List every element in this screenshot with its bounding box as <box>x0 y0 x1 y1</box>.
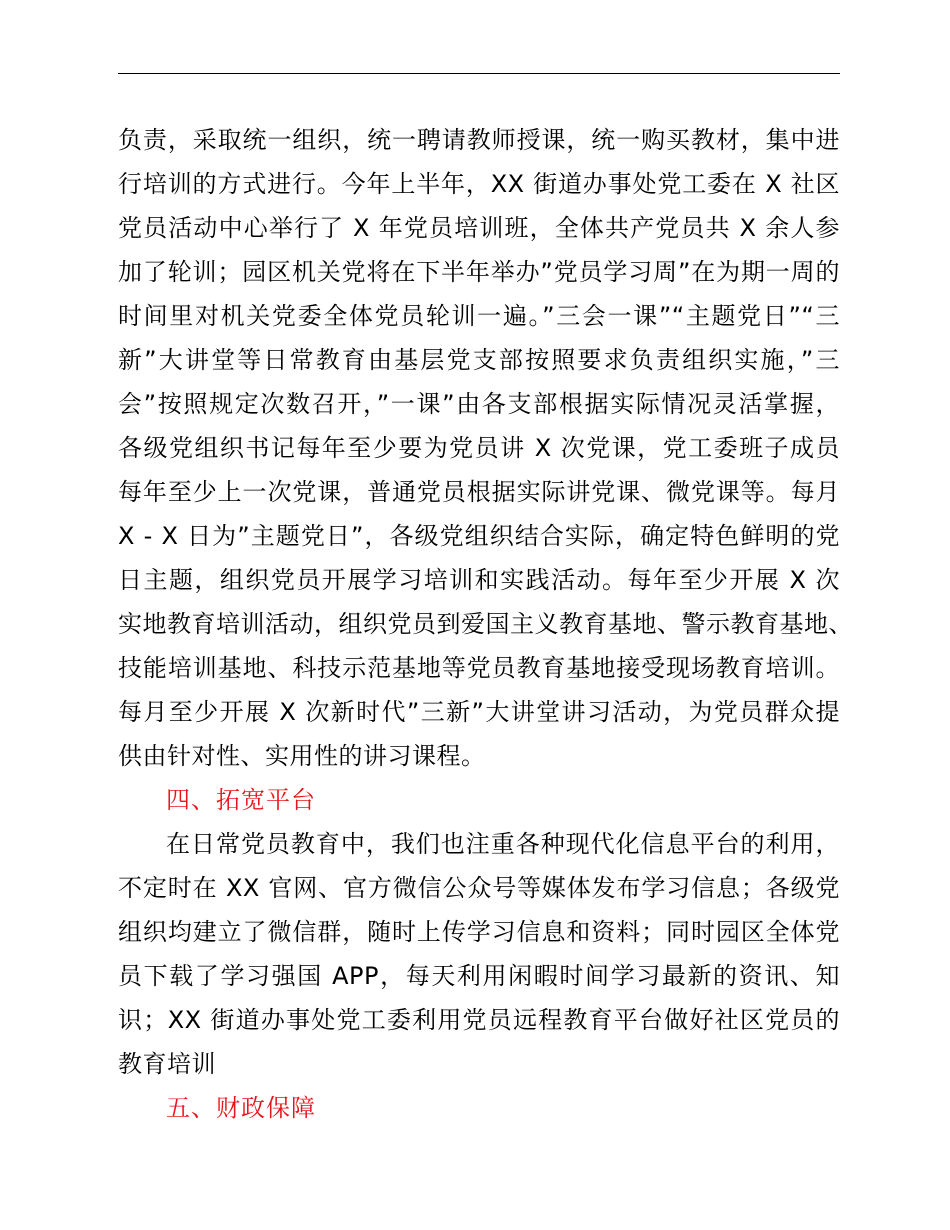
text-line: 行培训的方式进行。今年上半年，XX 街道办事处党工委在 X 社区 <box>118 170 840 198</box>
text-line: 不定时在 XX 官网、官方微信公众号等媒体发布学习信息；各级党 <box>118 874 840 902</box>
section-heading-finance: 五、财政保障 <box>166 1094 316 1122</box>
text-line: 员下载了学习强国 APP，每天利用闲暇时间学习最新的资讯、知 <box>118 962 840 990</box>
text-line: 实地教育培训活动，组织党员到爱国主义教育基地、警示教育基地、 <box>118 610 853 638</box>
text-line: 供由针对性、实用性的讲习课程。 <box>118 742 486 770</box>
text-line: 负责，采取统一组织，统一聘请教师授课，统一购买教材，集中进 <box>118 126 840 154</box>
section-heading-platform: 四、拓宽平台 <box>166 786 316 814</box>
text-line: 在日常党员教育中，我们也注重各种现代化信息平台的利用， <box>166 830 840 858</box>
text-line: X - X 日为”主题党日”，各级党组织结合实际，确定特色鲜明的党 <box>118 522 840 550</box>
text-line: 各级党组织书记每年至少要为党员讲 X 次党课，党工委班子成员 <box>118 434 840 462</box>
text-line: 技能培训基地、科技示范基地等党员教育基地接受现场教育培训。 <box>118 654 840 682</box>
text-line: 会”按照规定次数召开，”一课”由各支部根据实际情况灵活掌握， <box>118 390 840 418</box>
text-line: 时间里对机关党委全体党员轮训一遍。”三会一课”“主题党日”“三 <box>118 302 840 330</box>
text-line: 组织均建立了微信群，随时上传学习信息和资料；同时园区全体党 <box>118 918 840 946</box>
text-line: 每月至少开展 X 次新时代”三新”大讲堂讲习活动，为党员群众提 <box>118 698 840 726</box>
text-line: 党员活动中心举行了 X 年党员培训班，全体共产党员共 X 余人参 <box>118 214 840 242</box>
text-line: 新”大讲堂等日常教育由基层党支部按照要求负责组织实施，”三 <box>118 346 840 374</box>
text-line: 日主题，组织党员开展学习培训和实践活动。每年至少开展 X 次 <box>118 566 840 594</box>
header-rule <box>118 73 840 74</box>
text-line: 加了轮训；园区机关党将在下半年举办”党员学习周”在为期一周的 <box>118 258 840 286</box>
text-line: 每年至少上一次党课，普通党员根据实际讲党课、微党课等。每月 <box>118 478 840 506</box>
text-line: 教育培训 <box>118 1050 216 1078</box>
text-line: 识；XX 街道办事处党工委利用党员远程教育平台做好社区党员的 <box>118 1006 840 1034</box>
